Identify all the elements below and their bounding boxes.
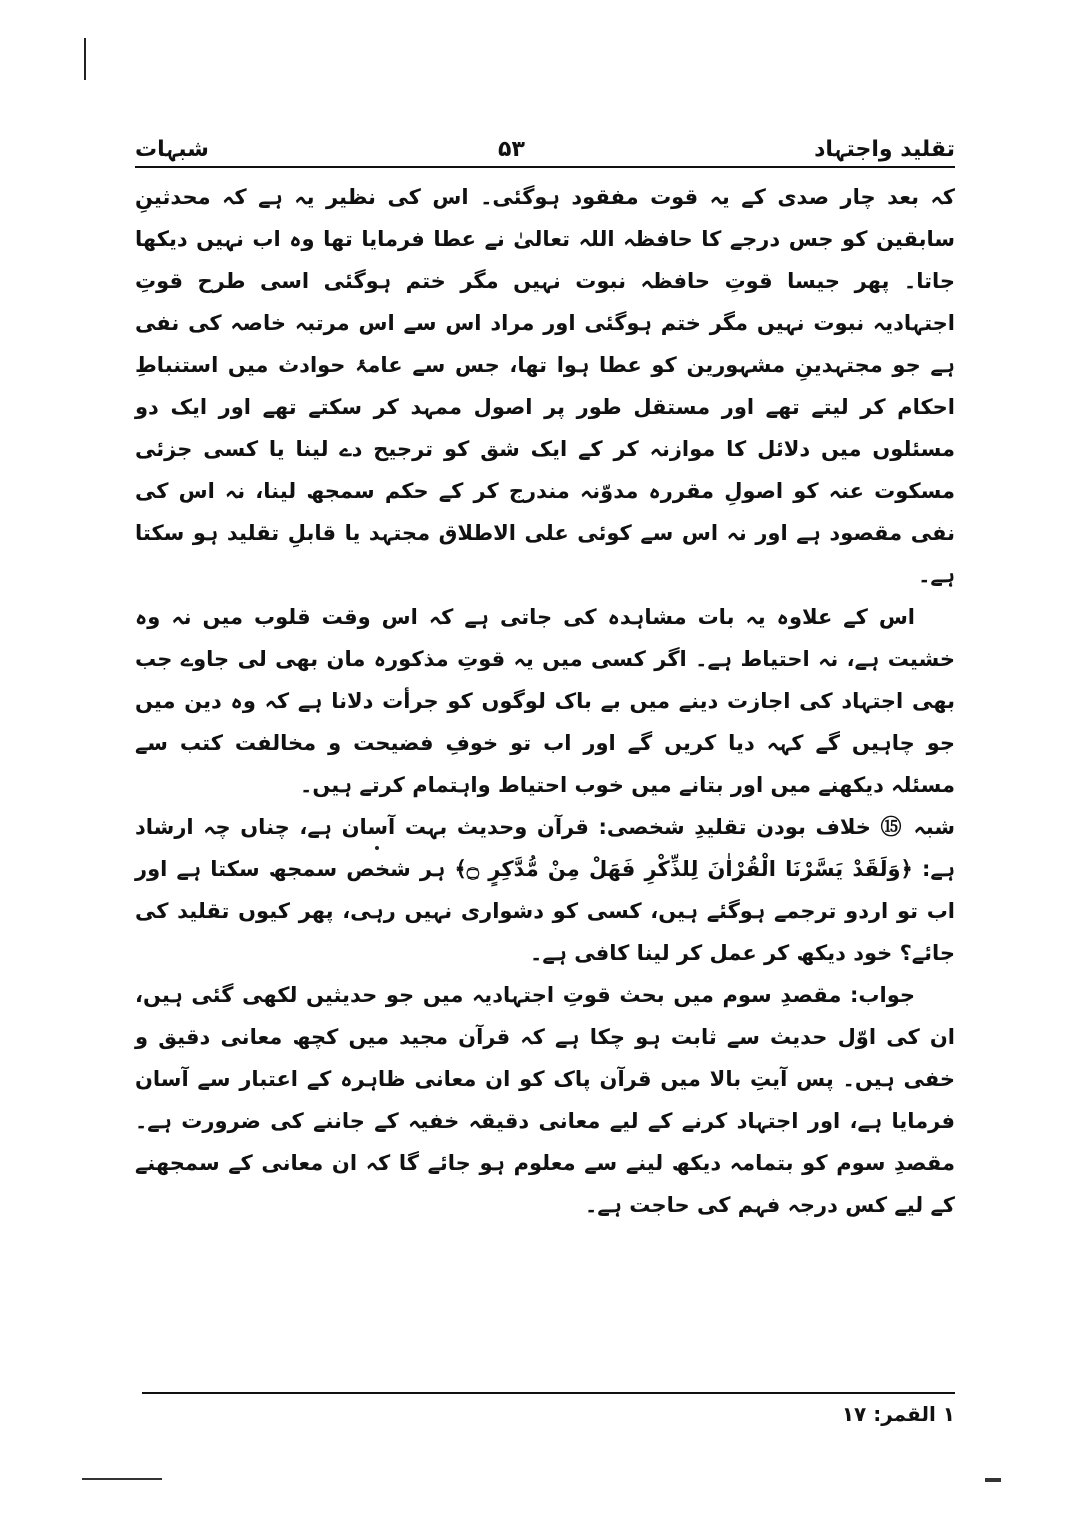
objection-body: ہر شخص سمجھ سکتا ہے اور اب تو اردو ترجمے ہوگئے ہیں، کسی کو دشواری نہیں رہی، پھر کیوں تقلید کی جائے؟ خود دیکھ کر عمل کر لینا کافی ہے۔ (135, 857, 955, 965)
paragraph-1: کہ بعد چار صدی کے یہ قوت مفقود ہوگئی۔ اس کی نظیر یہ ہے کہ محدثینِ سابقین کو جس درجے کا حافظہ اللہ تعالیٰ نے عطا فرمایا تھا وہ اب نہیں دیکھا جاتا۔ پھر جیسا قوتِ حافظہ نبوت نہیں مگر ختم ہوگئی اسی طرح قوتِ اجتہادیہ نبوت نہیں مگر ختم ہوگئی اور مراد اس سے اس مرتبہ خاصہ کی نفی ہے جو مجتہدینِ مشہورین کو عطا ہوا تھا، جس سے عامۂ حوادث میں استنباطِ احکام کر لیتے تھے اور مستقل طور پر اصول ممہد کر سکتے تھے اور ایک دو مسئلوں میں دلائل کا موازنہ کر کے ایک شق کو ترجیح دے لینا یا کسی جزئی مسکوت عنہ کو اصولِ مقررہ مدوّنہ مندرج کر کے حکم سمجھ لینا، نہ اس کی نفی مقصود ہے اور نہ اس سے کوئی علی الاطلاق مجتہد یا قابلِ تقلید ہو سکتا ہے۔ (135, 185, 955, 587)
quran-verse: ﴿وَلَقَدْ يَسَّرْنَا الْقُرْاٰنَ لِلذِّكْرِ فَهَلْ مِنْ مُّدَّكِرٍ ۝﴾ (454, 857, 913, 881)
header-chapter-title: شبہات (135, 137, 209, 162)
bottom-left-mark (82, 1478, 162, 1480)
bottom-right-mark (985, 1478, 1001, 1482)
footnote: ۱ القمر: ۱۷ (841, 1402, 955, 1426)
paragraph-2: اس کے علاوہ یہ بات مشاہدہ کی جاتی ہے کہ اس وقت قلوب میں نہ وہ خشیت ہے، نہ احتیاط ہے۔ اگر کسی میں یہ قوتِ مذکورہ مان بھی لی جاوے جب بھی اجتہاد کی اجازت دینے میں بے باک لوگوں کو جرأت دلانا ہے کہ وہ دین میں جو چاہیں گے کہہ دیا کریں گے اور اب تو خوفِ فضیحت و مخالفت کتب سے مسئلہ دیکھنے میں اور بتانے میں خوب احتیاط واہتمام کرتے ہیں۔ (135, 605, 955, 797)
footnote-divider (142, 1392, 955, 1394)
ink-speck (375, 846, 379, 850)
paragraph-answer: جواب: مقصدِ سوم میں بحث قوتِ اجتہادیہ میں جو حدیثیں لکھی گئی ہیں، ان کی اوّل حدیث سے ثابت ہو چکا ہے کہ قرآن مجید میں کچھ معانی دقیق و خفی ہیں۔ پس آیتِ بالا میں قرآن پاک کو ان معانی ظاہرہ کے اعتبار سے آسان فرمایا ہے، اور اجتہاد کرنے کے لیے معانی دقیقہ خفیہ کے جاننے کی ضرورت ہے۔ مقصدِ سوم کو بتمامہ دیکھ لینے سے معلوم ہو جائے گا کہ ان معانی کے سمجھنے کے لیے کس درجہ فہم کی حاجت ہے۔ (135, 983, 955, 1217)
page-number: ۵۳ (498, 137, 525, 162)
objection-heading: شبہ ⑮ خلاف بودن تقلیدِ شخصی: قرآن وحدیث بہت آسان ہے، چناں چہ ارشاد ہے: (135, 815, 956, 881)
header-divider (135, 166, 955, 168)
running-header (135, 118, 955, 162)
header-book-title: تقلید واجتہاد (814, 137, 955, 162)
paragraph-3 (135, 806, 955, 974)
main-text (135, 176, 955, 1226)
margin-mark (84, 38, 86, 80)
